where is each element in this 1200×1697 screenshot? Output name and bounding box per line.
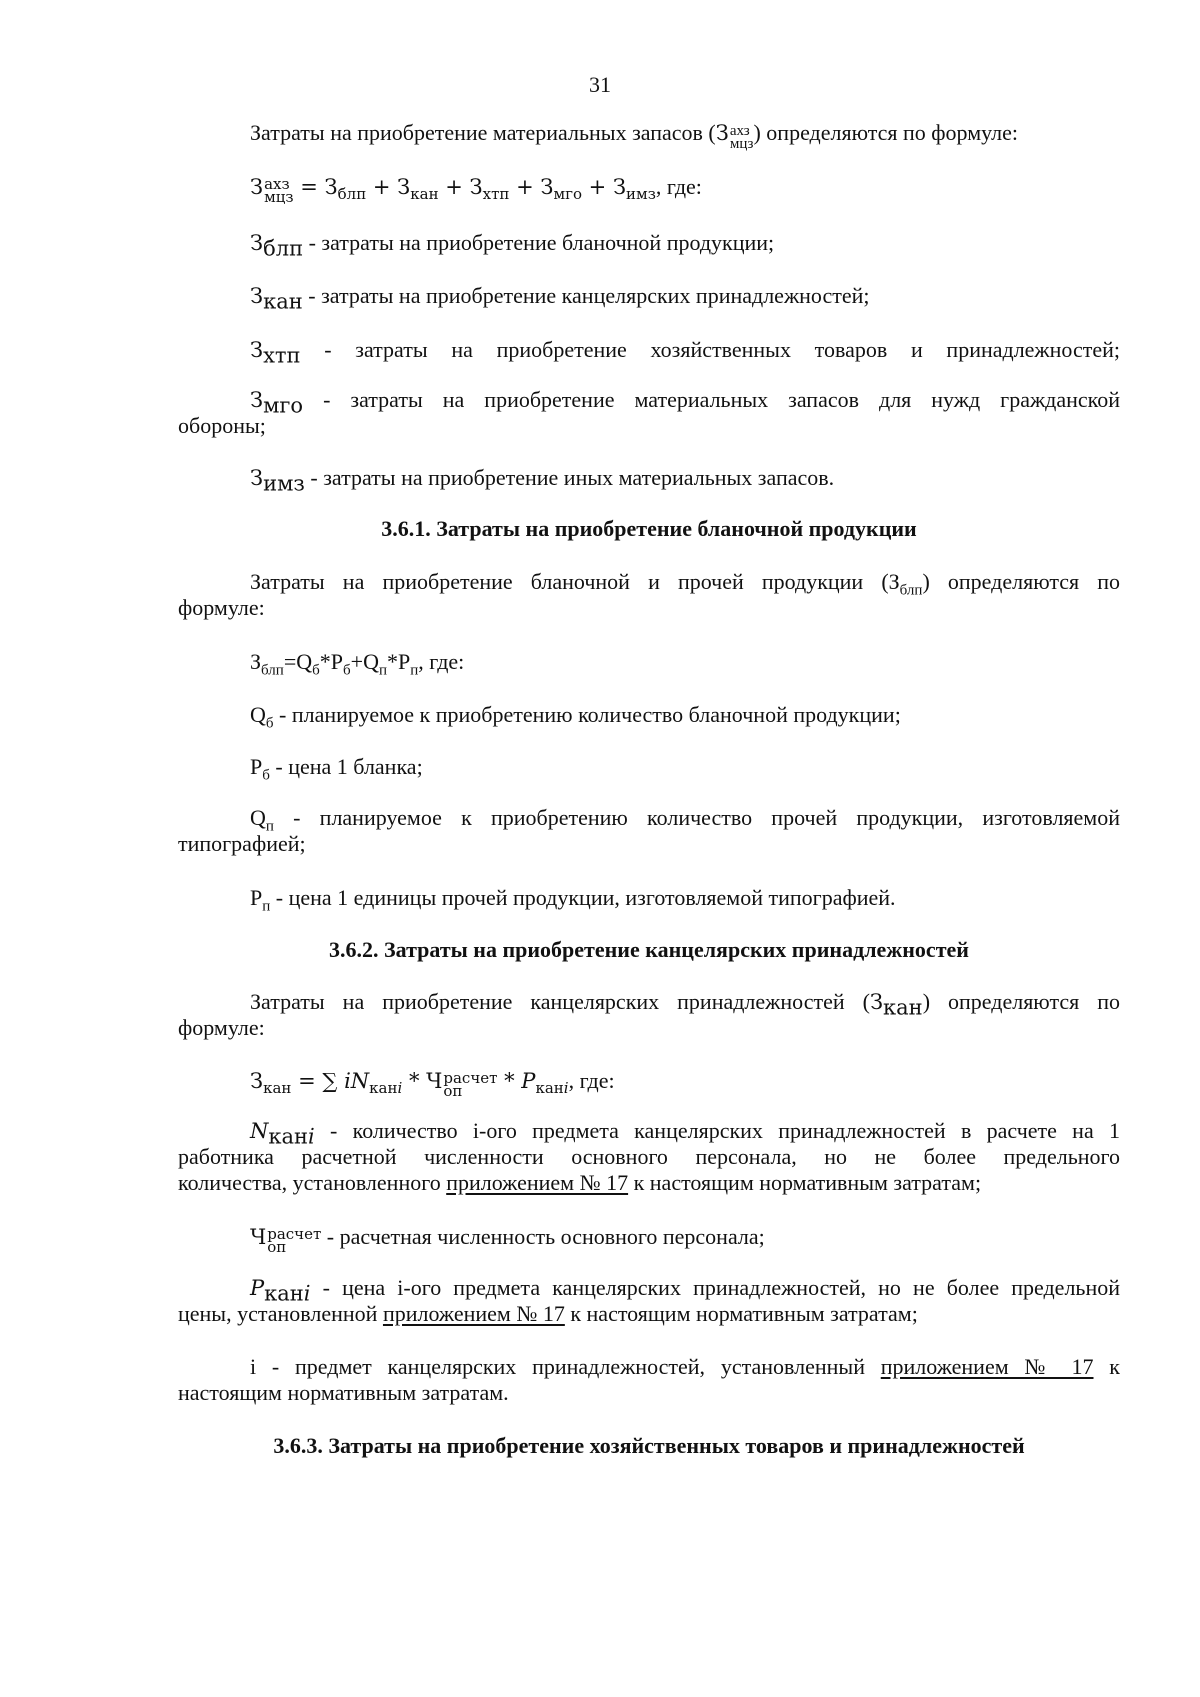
heading-3-6-2: 3.6.2. Затраты на приобретение канцелярских принадлежностей: [329, 937, 969, 962]
formula-kan: $З_{кан}$ = ∑ $iN_{канi}$ * Ч расчет оп * $P_{канi}$, где:: [250, 1068, 615, 1100]
appendix-17-link[interactable]: приложением № 17: [446, 1170, 629, 1195]
p-def-line2: цены, установленной приложением № 17 к настоящим нормативным затратам;: [178, 1301, 918, 1326]
section-361-intro: Затраты на приобретение бланочной и прочей продукции $(З_{блп})$ определяются по: [250, 569, 1120, 599]
section-362-intro: Затраты на приобретение канцелярских принадлежностей $(З_{кан})$ определяются по: [250, 989, 1120, 1020]
section-361-intro-cont: формуле:: [178, 595, 265, 620]
i-def-line1: i - предмет канцелярских принадлежностей, установленный приложением № 17 к: [250, 1354, 1120, 1379]
def-mgo-cont: обороны;: [178, 413, 266, 438]
section-362-intro-cont: формуле:: [178, 1015, 265, 1040]
item-pp: $P_п$ - цена 1 единицы прочей продукции, изготовляемой типографией.: [250, 885, 896, 915]
def-blp: $З_{блп}$ - затраты на приобретение бланочной продукции;: [250, 230, 775, 261]
n-def-line2: работника расчетной численности основного персонала, но не более предельного: [178, 1144, 1120, 1169]
ch-def: Ч расчет оп - расчетная численность основного персонала;: [250, 1224, 765, 1256]
def-kan: $З_{кан}$ - затраты на приобретение канцелярских принадлежностей;: [250, 283, 870, 314]
i-def-line2: настоящим нормативным затратам.: [178, 1380, 509, 1405]
item-pb: $P_б$ - цена 1 бланка;: [250, 754, 423, 784]
appendix-17-link[interactable]: приложением № 17: [382, 1301, 565, 1326]
n-def-line1: $N_{канi}$ - количество i-ого предмета канцелярских принадлежностей в расчете на 1: [250, 1118, 1120, 1149]
item-qp-cont: типографией;: [178, 831, 306, 856]
p-def-line1: $P_{канi}$ - цена i-ого предмета канцелярских принадлежностей, но не более предельной: [250, 1275, 1120, 1306]
page-number: 31: [589, 72, 611, 97]
heading-3-6-1: 3.6.1. Затраты на приобретение бланочной продукции: [381, 516, 917, 541]
item-qb: $Q_б$ - планируемое к приобретению количество бланочной продукции;: [250, 702, 901, 732]
formula-main: З ахз мцз = $З_{блп} + З_{кан} + З_{хтп} + З_{мго} + З_{имз}$, где:: [250, 174, 702, 206]
formula-blp: $З_{блп}=Q_б*P_б+Q_п*P_п$, где:: [250, 649, 465, 679]
n-def-line3: количества, установленного приложением № 17 к настоящим нормативным затратам;: [178, 1170, 982, 1195]
def-htp: $З_{хтп}$ - затраты на приобретение хозяйственных товаров и принадлежностей;: [250, 337, 1120, 368]
item-qp: $Q_п$ - планируемое к приобретению количество прочей продукции, изготовляемой: [250, 805, 1120, 835]
def-imz: $З_{имз}$ - затраты на приобретение иных материальных запасов.: [250, 465, 835, 496]
appendix-17-link[interactable]: приложением № 17: [880, 1354, 1094, 1379]
def-mgo: $З_{мго}$ - затраты на приобретение материальных запасов для нужд гражданской: [250, 387, 1120, 418]
intro-paragraph: Затраты на приобретение материальных запасов (З ахз мцз ) определяются по формуле:: [250, 120, 1019, 152]
heading-3-6-3: 3.6.3. Затраты на приобретение хозяйственных товаров и принадлежностей: [273, 1433, 1025, 1458]
